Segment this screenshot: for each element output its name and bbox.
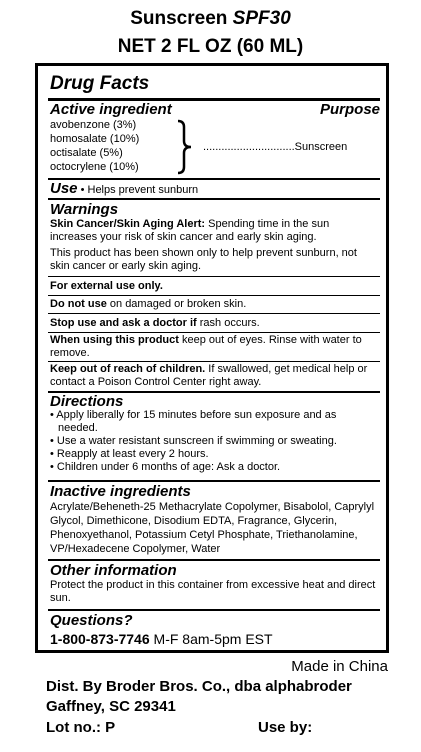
do-not-use-text: on damaged or broken skin.	[106, 298, 247, 310]
drug-facts-box	[35, 63, 389, 653]
direction-item: • Use a water resistant sunscreen if swimming or sweating.	[50, 435, 337, 447]
when-using-text: keep out of eyes. Rinse with water to remove.	[50, 334, 362, 359]
hours: M-F 8am-5pm EST	[149, 631, 273, 647]
keep-out-text: If swallowed, get medical help or contact a Poison Control Center right away.	[50, 363, 368, 388]
spf-label: SPF30	[232, 8, 291, 29]
use-section	[50, 180, 198, 198]
phone-number: 1-800-873-7746	[50, 631, 150, 647]
direction-item: • Children under 6 months of age: Ask a doctor.	[50, 461, 281, 473]
divider	[48, 276, 380, 277]
distributor-line1: Dist. By Broder Bros. Co., dba alphabroder	[46, 678, 352, 695]
stop-use-label: Stop use and ask a doctor if	[50, 317, 197, 329]
use-heading: Use	[50, 180, 78, 197]
stop-use-text: rash occurs.	[196, 317, 260, 329]
questions-heading: Questions?	[50, 612, 133, 629]
purpose-value: ..............................Sunscreen	[203, 141, 348, 153]
skin-alert-text2: This product has been shown only to help prevent sunburn, not skin cancer or early skin aging.	[50, 247, 357, 272]
warnings-heading: Warnings	[50, 201, 119, 218]
divider	[48, 609, 380, 611]
divider	[48, 332, 380, 333]
direction-item: • Apply liberally for 15 minutes before sun exposure and as needed.	[50, 409, 337, 434]
directions-heading: Directions	[50, 393, 124, 410]
ingredient-item: octisalate (5%)	[50, 147, 123, 159]
other-heading: Other information	[50, 562, 177, 579]
use-by: Use by:	[258, 719, 313, 736]
keep-out-label: Keep out of reach of children.	[50, 363, 206, 375]
divider	[48, 480, 380, 482]
stop-use	[50, 317, 260, 330]
divider	[48, 361, 380, 362]
brace-icon	[176, 119, 194, 175]
divider	[48, 559, 380, 561]
ingredient-list	[50, 118, 139, 174]
skin-alert-label: Skin Cancer/Skin Aging Alert:	[50, 218, 206, 230]
other-text: Protect the product in this container from excessive heat and direct sun.	[50, 579, 376, 604]
keep-out	[50, 363, 378, 389]
active-ingredient-heading: Active ingredient	[50, 101, 172, 118]
product-title	[0, 8, 421, 29]
do-not-use	[50, 298, 246, 311]
phone-line	[50, 631, 273, 648]
made-in: Made in China	[291, 658, 388, 675]
net-quantity: NET 2 FL OZ (60 ML)	[117, 36, 304, 57]
when-using	[50, 334, 378, 360]
divider	[48, 295, 380, 296]
skin-alert	[50, 218, 378, 244]
when-using-label: When using this product	[50, 334, 179, 346]
do-not-use-label: Do not use	[50, 298, 107, 310]
ingredient-item: octocrylene (10%)	[50, 161, 139, 173]
direction-item: • Reapply at least every 2 hours.	[50, 448, 209, 460]
ingredient-item: avobenzone (3%)	[50, 119, 137, 131]
inactive-text: Acrylate/Beheneth-25 Methacrylate Copolymer, Bisabolol, Caprylyl Glycol, Dimethicone, Disodium EDTA, Fragrance, Glycerin, Phenoxyethanol, Potassium Cetyl Phosphate, Triethanolamine, VP/Hexadecene Copolymer, Water	[50, 501, 375, 555]
drug-facts-title: Drug Facts	[50, 73, 150, 94]
directions-list	[50, 409, 378, 474]
distributor-line2: Gaffney, SC 29341	[46, 698, 176, 715]
purpose-heading: Purpose	[319, 101, 380, 118]
inactive-heading: Inactive ingredients	[50, 483, 191, 500]
external-use: For external use only.	[50, 280, 163, 292]
divider	[48, 313, 380, 314]
lot-number: Lot no.: P	[46, 719, 116, 736]
ingredient-item: homosalate (10%)	[50, 133, 140, 145]
product-name: Sunscreen	[130, 8, 233, 29]
divider	[48, 198, 380, 200]
use-text: • Helps prevent sunburn	[77, 184, 199, 196]
skin-alert-text: Spending time in the sun increases your risk of skin cancer and early skin aging.	[50, 218, 330, 243]
